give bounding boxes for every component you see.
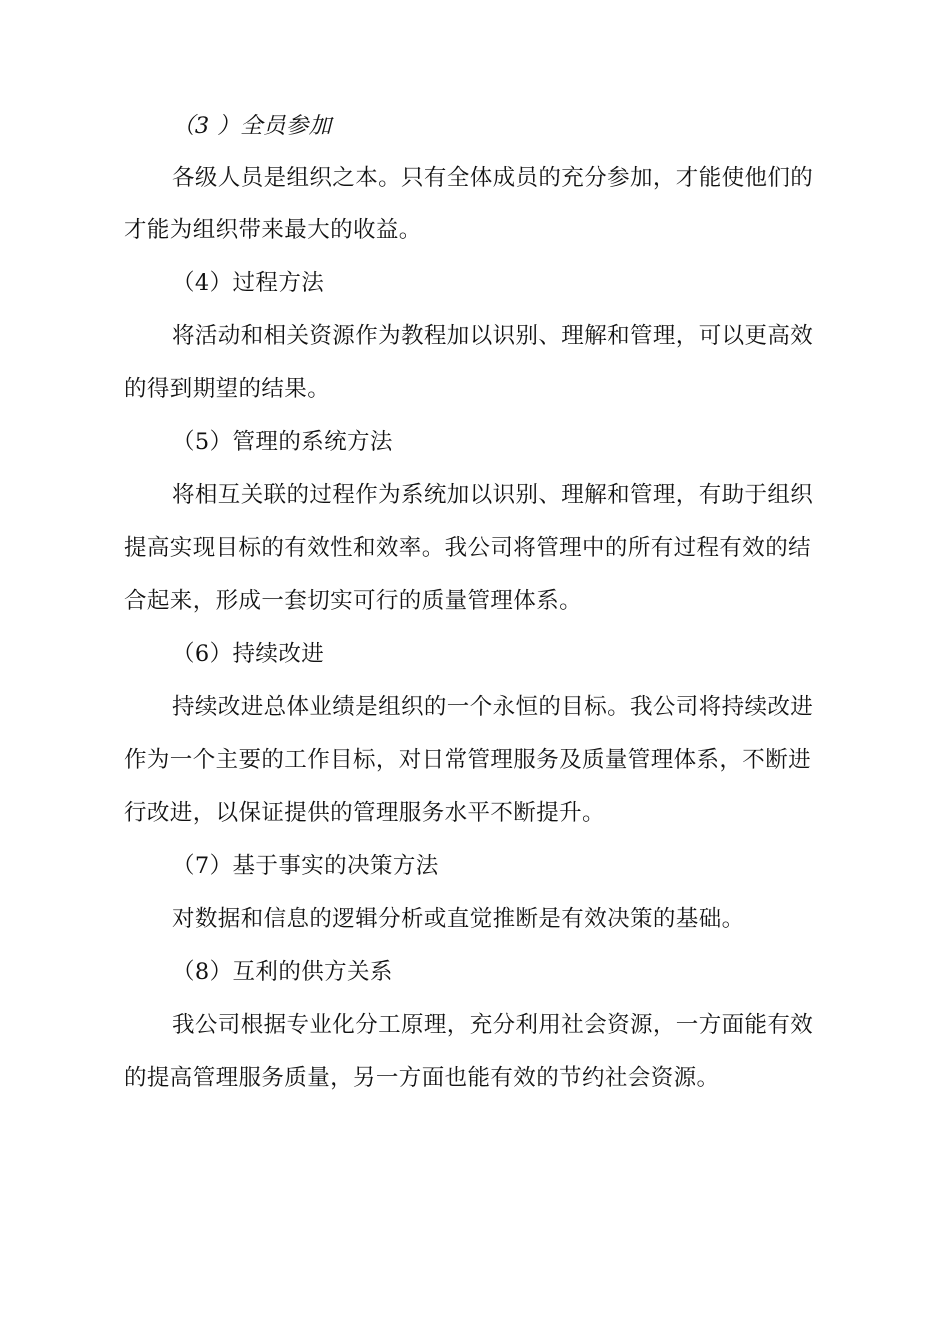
paragraph-line: 各级人员是组织之本。只有全体成员的充分参加，才能使他们的 [172,165,814,191]
paragraph-line: 合起来，形成一套切实可行的质量管理体系。 [124,588,583,614]
paragraph-line: 提高实现目标的有效性和效率。我公司将管理中的所有过程有效的结 [124,535,812,561]
section-heading: （3 ）全员参加 [172,113,332,139]
paragraph-line: 对数据和信息的逻辑分析或直觉推断是有效决策的基础。 [172,906,745,932]
paragraph-line: 将活动和相关资源作为教程加以识别、理解和管理，可以更高效 [172,323,814,349]
section-heading: （5）管理的系统方法 [172,429,393,455]
paragraph-line: 我公司根据专业化分工原理，充分利用社会资源，一方面能有效 [172,1012,814,1038]
paragraph-line: 行改进，以保证提供的管理服务水平不断提升。 [124,800,605,826]
paragraph-line: 才能为组织带来最大的收益。 [124,217,422,243]
section-heading: （4）过程方法 [172,270,325,296]
paragraph-line: 持续改进总体业绩是组织的一个永恒的目标。我公司将持续改进 [172,694,814,720]
section-heading: （6）持续改进 [172,641,325,667]
paragraph-line: 将相互关联的过程作为系统加以识别、理解和管理，有助于组织 [172,482,814,508]
paragraph-line: 的提高管理服务质量，另一方面也能有效的节约社会资源。 [124,1065,720,1091]
section-heading: （8）互利的供方关系 [172,959,393,985]
section-heading: （7）基于事实的决策方法 [172,853,439,879]
paragraph-line: 作为一个主要的工作目标，对日常管理服务及质量管理体系，不断进 [124,747,812,773]
paragraph-line: 的得到期望的结果。 [124,376,331,402]
